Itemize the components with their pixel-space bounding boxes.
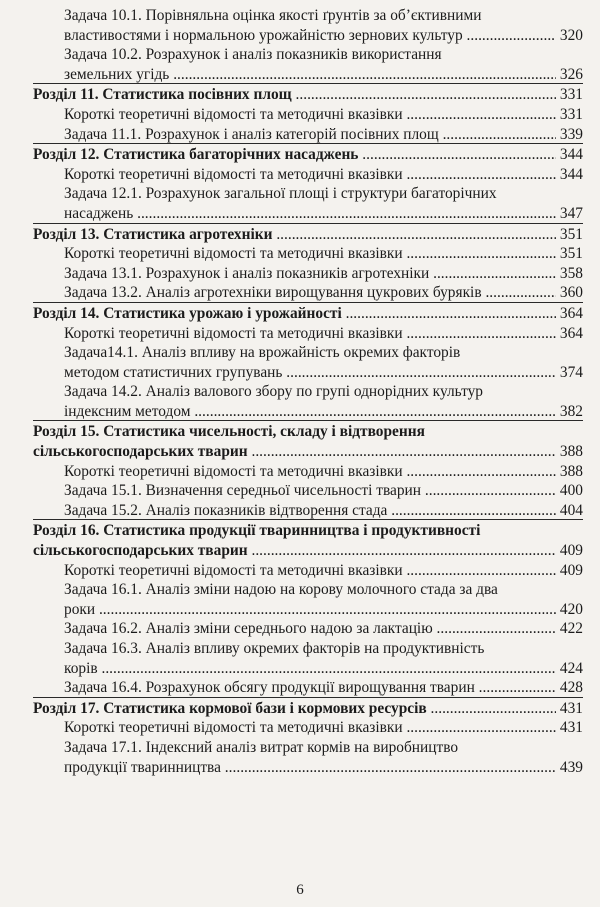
toc-entry-title: земельних угідь ..... xyxy=(64,65,556,85)
toc-entry-title: Короткі теоретичні відомості та методичні вказівки ..... xyxy=(64,105,556,125)
toc-entry-row xyxy=(64,204,583,224)
toc-entry-row xyxy=(64,501,583,521)
toc-entry-page: 339 xyxy=(559,125,583,143)
toc-subsection-entry xyxy=(33,382,583,421)
toc-entry-row xyxy=(64,561,583,581)
section-divider xyxy=(33,143,583,144)
toc-entry-row xyxy=(64,283,583,303)
toc-subsection-entry xyxy=(33,639,583,678)
toc-entry-title-line: Задача 17.1. Індексний аналіз витрат кормів на виробництво xyxy=(64,738,459,756)
toc-entry-page: 388 xyxy=(559,462,583,480)
toc-entry-title: Короткі теоретичні відомості та методичні вказівки ..... xyxy=(64,462,556,482)
toc-subsection-entry xyxy=(33,105,583,125)
toc-subsection-entry xyxy=(33,244,583,264)
table-of-contents xyxy=(33,6,583,777)
toc-entry-page: 400 xyxy=(559,482,583,500)
toc-entry-row xyxy=(33,145,583,165)
section-divider xyxy=(33,519,583,520)
toc-entry-page: 351 xyxy=(559,225,583,243)
toc-entry-row xyxy=(64,481,583,501)
section-divider xyxy=(33,420,583,421)
toc-section-entry xyxy=(33,304,583,324)
toc-entry-row xyxy=(64,26,583,46)
toc-entry-title: сільськогосподарських тварин ..... xyxy=(33,541,556,561)
toc-entry-row xyxy=(64,125,583,145)
toc-entry-page: 364 xyxy=(559,324,583,342)
toc-entry-row xyxy=(64,462,583,482)
toc-entry-page: 344 xyxy=(559,146,583,164)
toc-entry-page: 409 xyxy=(559,561,583,579)
toc-entry-row xyxy=(64,659,583,679)
toc-entry-page: 431 xyxy=(559,719,583,737)
toc-entry-row xyxy=(64,324,583,344)
toc-entry-row xyxy=(64,678,583,698)
toc-entry-title-line: Задача 10.2. Розрахунок і аналіз показників використання xyxy=(64,46,442,64)
toc-section-entry xyxy=(33,521,583,560)
toc-entry-title: Короткі теоретичні відомості та методичні вказівки ..... xyxy=(64,244,556,264)
toc-entry-title: Короткі теоретичні відомості та методичні вказівки ..... xyxy=(64,718,556,738)
toc-subsection-entry xyxy=(33,462,583,482)
toc-entry-title: сільськогосподарських тварин ..... xyxy=(33,442,556,462)
toc-entry-page: 344 xyxy=(559,165,583,183)
toc-entry-row xyxy=(64,65,583,85)
toc-subsection-entry xyxy=(33,738,583,777)
toc-entry-row xyxy=(64,718,583,738)
toc-entry-title: роки ..... xyxy=(64,600,556,620)
toc-entry-row xyxy=(64,105,583,125)
toc-entry-title: продукції тваринництва ..... xyxy=(64,758,556,778)
toc-entry-page: 382 xyxy=(559,402,583,420)
toc-entry-row xyxy=(33,225,583,245)
toc-subsection-entry xyxy=(33,184,583,223)
toc-entry-page: 424 xyxy=(559,659,583,677)
toc-entry-page: 331 xyxy=(559,105,583,123)
toc-section-entry xyxy=(33,699,583,719)
toc-subsection-entry xyxy=(33,324,583,344)
toc-subsection-entry xyxy=(33,619,583,639)
toc-entry-page: 409 xyxy=(559,542,583,560)
toc-entry-title: Задача 15.1. Визначення середньої чисельності тварин ..... xyxy=(64,481,556,501)
toc-entry-title: Розділ 14. Статистика урожаю і урожайності ..... xyxy=(33,304,556,324)
toc-entry-page: 360 xyxy=(559,284,583,302)
toc-entry-title-line: Задача14.1. Аналіз впливу на врожайність окремих факторів xyxy=(64,344,461,362)
toc-entry-title: Розділ 17. Статистика кормової бази і кормових ресурсів ..... xyxy=(33,699,556,719)
toc-entry-page: 351 xyxy=(559,245,583,263)
toc-entry-page: 347 xyxy=(559,204,583,222)
toc-subsection-entry xyxy=(33,561,583,581)
toc-subsection-entry xyxy=(33,678,583,698)
toc-entry-title-line: Задача 14.2. Аналіз валового збору по групі однорідних культур xyxy=(64,383,483,401)
toc-entry-page: 388 xyxy=(559,443,583,461)
toc-entry-title: Задача 11.1. Розрахунок і аналіз категорій посівних площ ..... xyxy=(64,125,556,145)
toc-entry-title-line: Задача 12.1. Розрахунок загальної площі і структури багаторічних xyxy=(64,185,497,203)
toc-entry-title: насаджень ..... xyxy=(64,204,556,224)
toc-entry-title: Короткі теоретичні відомості та методичні вказівки ..... xyxy=(64,561,556,581)
toc-entry-row xyxy=(33,699,583,719)
toc-entry-page: 428 xyxy=(559,679,583,697)
toc-entry-row xyxy=(33,442,583,462)
toc-subsection-entry xyxy=(33,264,583,284)
toc-entry-title: Розділ 12. Статистика багаторічних насаджень ..... xyxy=(33,145,556,165)
toc-subsection-entry xyxy=(33,45,583,84)
section-divider xyxy=(33,697,583,698)
toc-subsection-entry xyxy=(33,718,583,738)
toc-subsection-entry xyxy=(33,580,583,619)
toc-section-entry xyxy=(33,422,583,461)
toc-entry-title: корів ..... xyxy=(64,659,556,679)
toc-entry-title-line: Розділ 15. Статистика чисельності, складу і відтворення xyxy=(33,423,425,441)
toc-subsection-entry xyxy=(33,125,583,145)
toc-entry-row xyxy=(64,165,583,185)
toc-entry-row xyxy=(33,304,583,324)
toc-entry-title: Задача 15.2. Аналіз показників відтворення стада ..... xyxy=(64,501,556,521)
toc-entry-page: 364 xyxy=(559,304,583,322)
toc-entry-row xyxy=(64,600,583,620)
section-divider xyxy=(33,83,583,84)
toc-entry-title-line: Задача 10.1. Порівняльна оцінка якості ґрунтів за об’єктивними xyxy=(64,7,482,24)
toc-entry-title: Задача 16.2. Аналіз зміни середнього надою за лактацію ..... xyxy=(64,619,556,639)
toc-entry-title-line: Розділ 16. Статистика продукції тваринництва і продуктивності xyxy=(33,522,481,540)
toc-entry-row xyxy=(64,402,583,422)
toc-section-entry xyxy=(33,225,583,245)
toc-entry-page: 422 xyxy=(559,620,583,638)
toc-entry-title: індексним методом ..... xyxy=(64,402,556,422)
toc-entry-title: Розділ 13. Статистика агротехніки ..... xyxy=(33,225,556,245)
toc-subsection-entry xyxy=(33,343,583,382)
toc-entry-page: 420 xyxy=(559,600,583,618)
page-number: 6 xyxy=(296,882,304,898)
toc-section-entry xyxy=(33,85,583,105)
toc-entry-page: 404 xyxy=(559,501,583,519)
toc-subsection-entry xyxy=(33,283,583,303)
toc-entry-title: Задача 16.4. Розрахунок обсягу продукції вирощування тварин ..... xyxy=(64,678,556,698)
toc-entry-row xyxy=(33,85,583,105)
toc-entry-page: 331 xyxy=(559,86,583,104)
toc-entry-row xyxy=(64,363,583,383)
toc-entry-row xyxy=(64,244,583,264)
toc-entry-page: 326 xyxy=(559,65,583,83)
toc-entry-title-line: Задача 16.1. Аналіз зміни надою на корову молочного стада за два xyxy=(64,581,498,599)
toc-subsection-entry xyxy=(33,6,583,45)
toc-entry-page: 439 xyxy=(559,758,583,776)
toc-subsection-entry xyxy=(33,501,583,521)
toc-entry-page: 431 xyxy=(559,699,583,717)
toc-entry-page: 374 xyxy=(559,363,583,381)
toc-entry-title: методом статистичних групувань ..... xyxy=(64,363,556,383)
toc-subsection-entry xyxy=(33,481,583,501)
toc-entry-title: Задача 13.2. Аналіз агротехніки вирощування цукрових буряків ..... xyxy=(64,283,556,303)
toc-entry-title: Задача 13.1. Розрахунок і аналіз показників агротехніки ..... xyxy=(64,264,556,284)
toc-entry-title: Короткі теоретичні відомості та методичні вказівки ..... xyxy=(64,324,556,344)
toc-entry-title: Короткі теоретичні відомості та методичні вказівки ..... xyxy=(64,165,556,185)
toc-entry-row xyxy=(64,619,583,639)
toc-entry-page: 320 xyxy=(559,26,583,44)
toc-entry-title: властивостями і нормальною урожайністю зернових культур ..... xyxy=(64,26,556,46)
toc-section-entry xyxy=(33,145,583,165)
section-divider xyxy=(33,302,583,303)
toc-entry-title: Розділ 11. Статистика посівних площ ..... xyxy=(33,85,556,105)
toc-entry-page: 358 xyxy=(559,264,583,282)
section-divider xyxy=(33,223,583,224)
toc-subsection-entry xyxy=(33,165,583,185)
toc-entry-title-line: Задача 16.3. Аналіз впливу окремих факторів на продуктивність xyxy=(64,640,485,657)
toc-entry-row xyxy=(64,264,583,284)
toc-entry-row xyxy=(64,758,583,778)
toc-entry-row xyxy=(33,541,583,561)
